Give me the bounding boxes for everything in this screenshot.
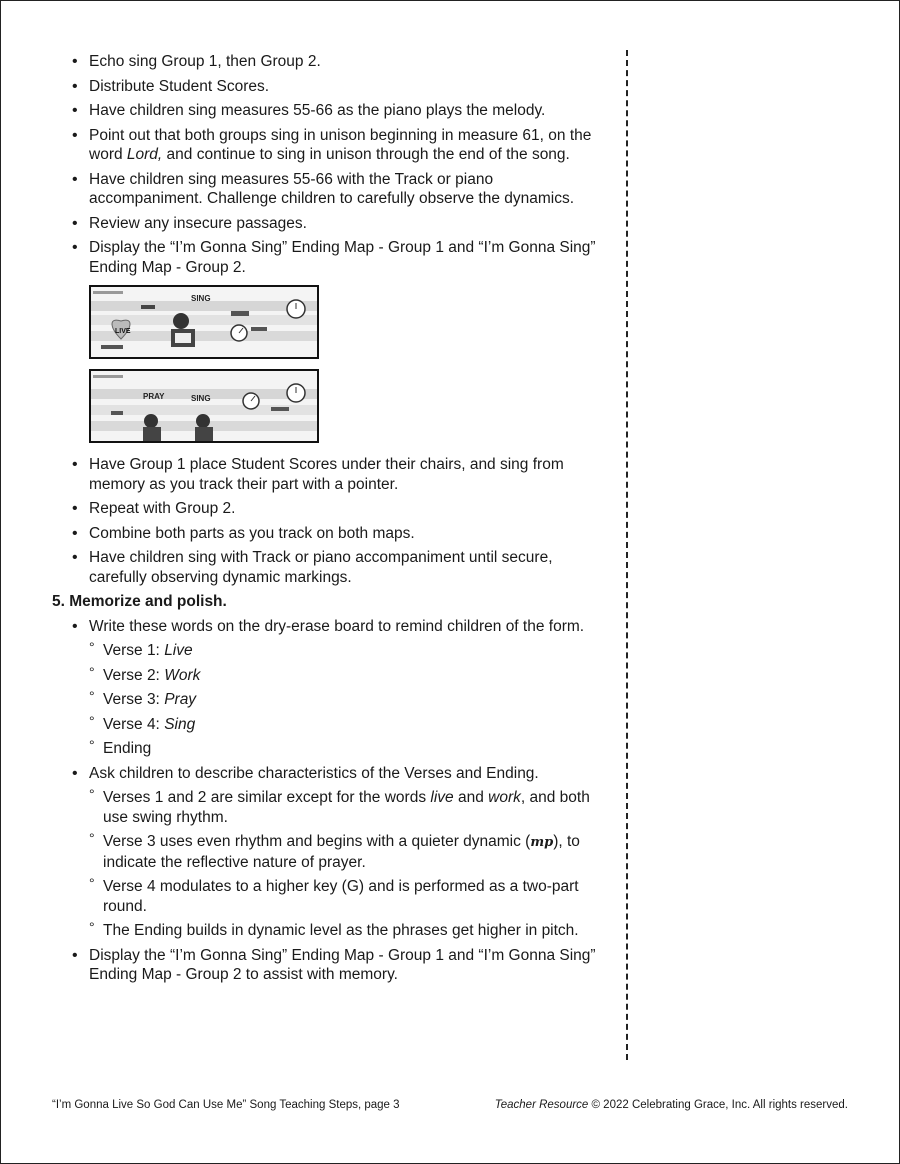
characteristic-item xyxy=(89,832,600,872)
map-word-pray: PRAY xyxy=(143,392,165,401)
list-item: • Distribute Student Scores. xyxy=(52,77,600,97)
verse-label: Verse 1: xyxy=(103,642,165,659)
map-word-sing: LIVE xyxy=(115,328,131,335)
ending-map-group-1-image xyxy=(89,285,319,359)
text: Verses 1 and 2 are similar except for the words xyxy=(103,789,431,806)
characteristic-item: ° Verse 4 modulates to a higher key (G) and is performed as a two-part round. xyxy=(89,877,600,916)
steps-list-1 xyxy=(52,52,600,277)
verse-label: Ending xyxy=(103,740,152,757)
list-item: • Combine both parts as you track on both maps. xyxy=(52,524,600,544)
text: Point out that both groups sing in unison beginning in measure 61, on the word xyxy=(89,126,592,163)
ending-map-thumbnails xyxy=(89,285,600,443)
list-item: • Have children sing with Track or piano accompaniment until secure, carefully observing dynamic markings. xyxy=(52,548,600,587)
verse-list xyxy=(89,641,600,759)
list-item: • Have Group 1 place Student Scores under their chairs, and sing from memory as you track their part with a pointer. xyxy=(52,455,600,494)
text: and continue to sing in unison through the end of the song. xyxy=(162,146,570,163)
text: Ask children to describe characteristics of the Verses and Ending. xyxy=(89,764,539,782)
verse-item xyxy=(89,715,600,735)
verse-item xyxy=(89,739,600,759)
footer-resource-label: Teacher Resource xyxy=(494,1099,589,1111)
verse-label: Verse 2: xyxy=(103,666,165,684)
footer-copyright-text: © 2022 Celebrating Grace, Inc. All rights reserved. xyxy=(588,1099,848,1111)
emphasis: work xyxy=(488,789,521,806)
list-item xyxy=(52,764,600,941)
text: , and both use swing rhythm. xyxy=(103,789,590,826)
verse-word: Pray xyxy=(164,691,197,708)
text: and xyxy=(453,789,489,806)
document-content xyxy=(52,52,600,990)
emphasis-lord: Lord, xyxy=(126,146,163,163)
list-item xyxy=(52,126,600,165)
list-item: • Review any insecure passages. xyxy=(52,214,600,234)
verse-item xyxy=(89,666,600,686)
emphasis: live xyxy=(430,789,454,806)
footer-page-label: “I’m Gonna Live So God Can Use Me” Song Teaching Steps, page 3 xyxy=(52,1099,400,1111)
verse-item xyxy=(89,690,600,710)
list-item: • Display the “I’m Gonna Sing” Ending Map - Group 1 and “I’m Gonna Sing” Ending Map - Group 2 to assist with memory. xyxy=(52,946,600,985)
section-heading: 5. Memorize and polish. xyxy=(52,593,227,610)
footer-copyright xyxy=(495,1099,848,1111)
list-item: • Have children sing measures 55-66 with the Track or piano accompaniment. Challenge children to carefully observe the dynamics. xyxy=(52,170,600,209)
text: Write these words on the dry-erase board to remind children of the form. xyxy=(89,617,585,635)
verse-word: Work xyxy=(164,666,201,684)
verse-word: Live xyxy=(164,642,193,659)
text: Verse 3 uses even rhythm and begins with a quieter dynamic ( xyxy=(103,833,531,850)
verse-label: Verse 3: xyxy=(103,691,165,708)
dashed-divider xyxy=(626,50,628,1060)
dynamic-marking-mp: mp xyxy=(530,835,554,850)
verse-word: Sing xyxy=(164,715,196,733)
steps-list-3 xyxy=(52,617,600,985)
ending-map-group-2-image xyxy=(89,369,319,443)
text: ), to indicate the reflective nature of prayer. xyxy=(103,833,580,871)
list-item: • Have children sing measures 55-66 as the piano plays the melody. xyxy=(52,101,600,121)
list-item: • Repeat with Group 2. xyxy=(52,499,600,519)
characteristic-item: ° The Ending builds in dynamic level as the phrases get higher in pitch. xyxy=(89,921,600,941)
map-word-sing: SING xyxy=(191,394,211,403)
list-item xyxy=(52,617,600,759)
characteristics-list xyxy=(89,788,600,941)
steps-list-2 xyxy=(52,455,600,587)
verse-item xyxy=(89,641,600,661)
characteristic-item xyxy=(89,788,600,827)
map-word-live: SING xyxy=(191,294,211,303)
list-item: • Echo sing Group 1, then Group 2. xyxy=(52,52,600,72)
list-item: • Display the “I’m Gonna Sing” Ending Map - Group 1 and “I’m Gonna Sing” Ending Map - Group 2. xyxy=(52,238,600,277)
verse-label: Verse 4: xyxy=(103,715,165,733)
